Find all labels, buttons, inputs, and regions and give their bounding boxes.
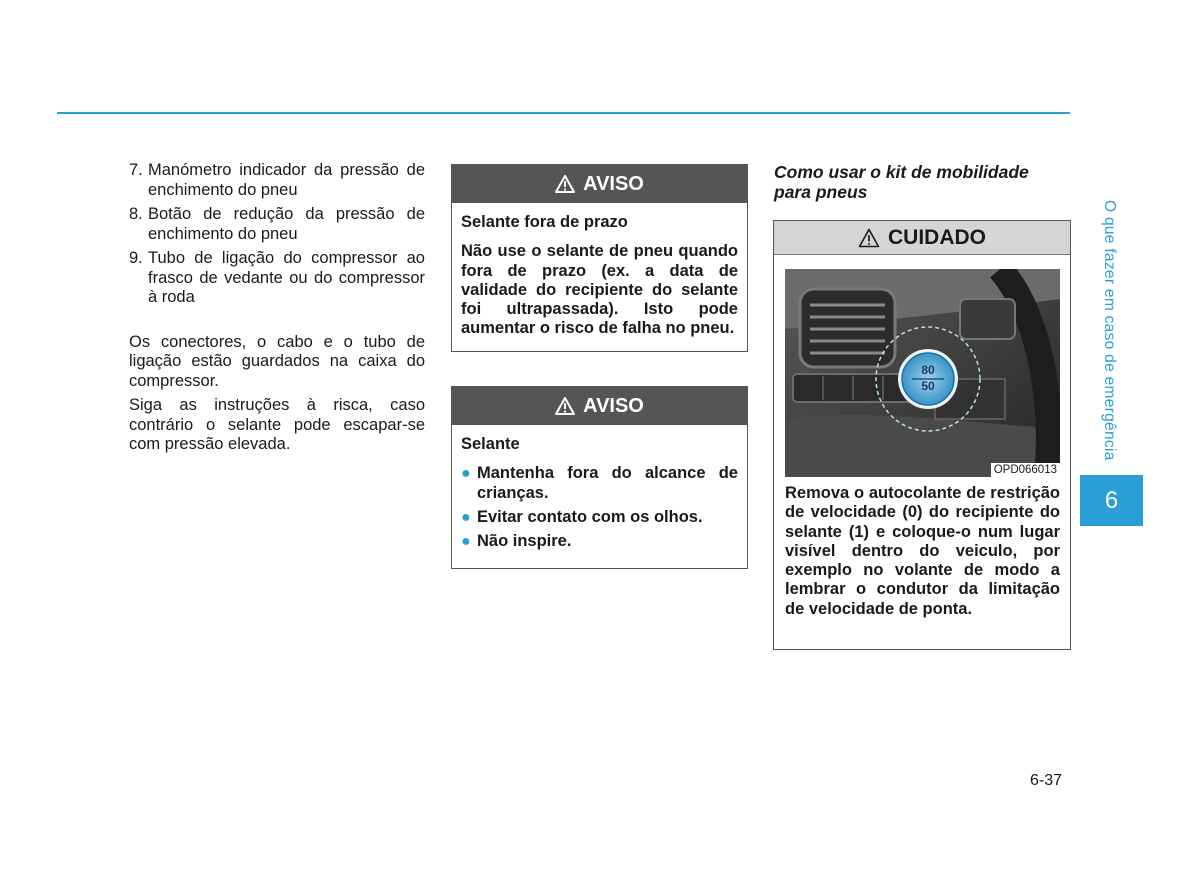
list-item-number: 9. — [129, 249, 143, 267]
speed-label-top: 80 — [921, 363, 935, 377]
section-title: Como usar o kit de mobilidade para pneus — [774, 162, 1029, 202]
warning-box-body — [452, 203, 747, 351]
chapter-tab — [1080, 475, 1143, 526]
bullet-list — [461, 464, 738, 551]
list-item-text: Tubo de ligação do compressor ao frasco de vedante ou do compressor à roda — [148, 249, 425, 306]
chapter-side-title — [1100, 200, 1122, 475]
bullet-icon: ● — [461, 533, 471, 551]
warning-triangle-icon — [555, 175, 575, 193]
list-item-number: 8. — [129, 205, 143, 223]
caution-box-title: CUIDADO — [888, 225, 986, 249]
photo-code: OPD066013 — [991, 463, 1060, 477]
warning-box-title: AVISO — [583, 172, 644, 195]
list-item-text: Botão de redução da pressão de enchimento do pneu — [148, 205, 425, 243]
paragraph-connectors: Os conectores, o cabo e o tubo de ligação estão guardados na caixa do compressor. — [129, 332, 425, 390]
bullet-icon: ● — [461, 465, 471, 483]
bullet-icon: ● — [461, 508, 471, 526]
list-item-number: 7. — [129, 161, 143, 179]
dashboard-photo — [785, 269, 1060, 477]
warning-box-subtitle: Selante — [461, 435, 520, 453]
warning-box-sealant — [451, 386, 748, 569]
warning-box-body — [452, 425, 747, 568]
component-list — [129, 161, 425, 308]
left-column — [129, 161, 425, 460]
warning-box-text: Não use o selante de pneu quando fora de prazo (ex. a data de validade do recipiente do selante foi ultrapassada). Isto pode aumentar o risco de falha no pneu. — [461, 242, 738, 338]
top-rule — [57, 112, 1070, 114]
warning-box-title: AVISO — [583, 394, 644, 417]
paragraph-instructions: Siga as instruções à risca, caso contrário o selante pode escapar-se com pressão elevada. — [129, 396, 425, 453]
bullet-text: Evitar contato com os olhos. — [477, 507, 703, 526]
chapter-side-title-text: O que fazer em caso de emergência — [1101, 200, 1118, 461]
caution-box-text: Remova o autocolante de restrição de velocidade (0) do recipiente do selante (1) e coloque-o num lugar visível dentro do veiculo, por exemplo no volante de modo a lembrar o condutor da limitação de velocidade de ponta. — [785, 484, 1060, 618]
bullet-text: Não inspire. — [477, 532, 572, 551]
warning-box-header — [452, 165, 747, 203]
warning-box-header — [452, 387, 747, 425]
list-item — [129, 161, 425, 200]
warning-box-subtitle: Selante fora de prazo — [461, 213, 628, 231]
caution-box — [773, 220, 1071, 650]
warning-triangle-icon — [555, 397, 575, 415]
bullet-text: Mantenha fora do alcance de crianças. — [477, 464, 738, 502]
bullet-item — [461, 508, 738, 527]
list-item-text: Manómetro indicador da pressão de enchimento do pneu — [148, 161, 425, 199]
dashboard-illustration — [785, 269, 1060, 477]
caution-box-header — [774, 221, 1070, 255]
list-item — [129, 249, 425, 308]
list-item — [129, 205, 425, 244]
page-number: 6-37 — [1030, 772, 1063, 789]
chapter-number: 6 — [1104, 486, 1119, 514]
bullet-item — [461, 532, 738, 551]
bullet-item — [461, 464, 738, 503]
warning-triangle-icon — [858, 228, 880, 248]
warning-box-expired-sealant — [451, 164, 748, 352]
speed-label-bottom: 50 — [921, 379, 935, 393]
